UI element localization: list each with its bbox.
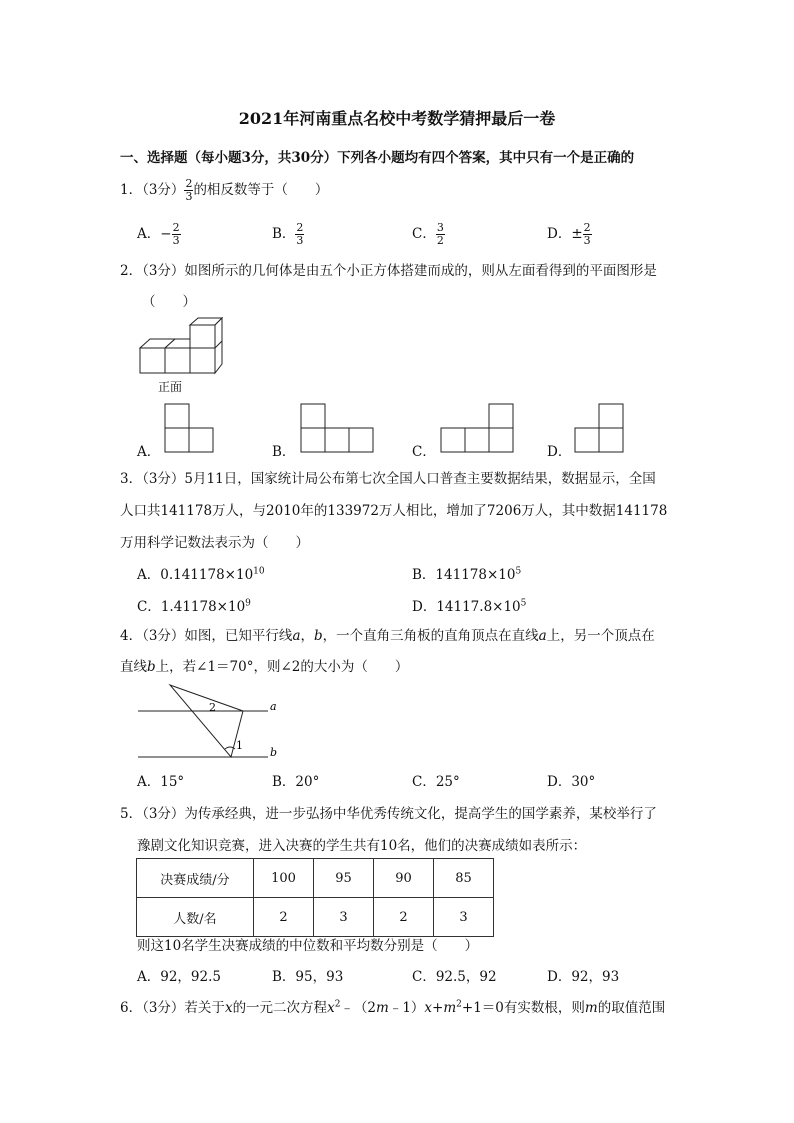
page-title: 2021年河南重点名校中考数学猜押最后一卷 xyxy=(238,109,556,128)
table-cell: 3 xyxy=(434,898,494,937)
q5-option-d: D．92，93 xyxy=(547,969,620,985)
q3-option-d: D．$14117.8\times 10^5$ xyxy=(412,598,527,615)
q2-figure-b xyxy=(301,404,375,452)
q2-option-a: A． xyxy=(137,444,161,460)
table-cell: 2 xyxy=(254,898,314,937)
q4-label-a: a xyxy=(270,700,277,713)
question-3-line1: 3．（3分）5月11日，国家统计局公布第七次全国人口普查主要数据结果，数据显示，全国 xyxy=(120,471,656,487)
question-4-line1: 4．（3分）如图，已知平行线a，b，一个直角三角板的直角顶点在直线a上，另一个顶点在 xyxy=(120,628,655,644)
table-cell: 决赛成绩/分 xyxy=(137,859,254,898)
q4-option-b: B．20° xyxy=(272,774,320,790)
question-2-line1: 2．（3分）如图所示的几何体是由五个小正方体搭建而成的，则从左面看得到的平面图形是 xyxy=(120,263,657,279)
q1-option-d: D．± $\frac{2}{3}$ xyxy=(547,221,591,247)
q2-option-c: C． xyxy=(412,444,436,460)
q1-prefix: 1．（3分） xyxy=(120,182,185,198)
table-cell: 85 xyxy=(434,859,494,898)
q4-parallel-lines-figure xyxy=(136,683,286,761)
section-heading: 一、选择题（每小题3分，共30分）下列各小题均有四个答案，其中只有一个是正确的 xyxy=(120,150,635,166)
q1-suffix: 的相反数等于（ ） xyxy=(193,182,329,198)
table-cell: 90 xyxy=(374,859,434,898)
q2-cube-figure xyxy=(138,318,228,376)
table-row xyxy=(137,898,494,937)
q1-option-c: C． $\frac{3}{2}$ xyxy=(412,221,444,247)
q5-score-table xyxy=(136,858,494,937)
table-cell: 95 xyxy=(314,859,374,898)
q4-option-d: D．30° xyxy=(547,774,596,790)
q2-figure-d xyxy=(575,404,625,452)
q4-label-angle2: 2 xyxy=(209,701,216,714)
q4-option-c: C．25° xyxy=(412,774,460,790)
table-row xyxy=(137,859,494,898)
question-5-line2: 豫剧文化知识竞赛，进入决赛的学生共有10名，他们的决赛成绩如表所示： xyxy=(137,838,587,854)
q2-option-b: B． xyxy=(272,444,296,460)
q4-label-angle1: 1 xyxy=(236,739,243,752)
q3-option-a: A．$0.141178\times 10^{10}$ xyxy=(137,566,265,583)
q3-option-c: C．$1.41178\times 10^9$ xyxy=(137,598,251,615)
table-cell: 100 xyxy=(254,859,314,898)
question-3-line2: 人口共141178万人，与2010年的133972万人相比，增加了7206万人，其中数据141178 xyxy=(120,503,668,519)
q4-label-b: b xyxy=(270,746,278,759)
q3-option-b: B．$141178\times 10^5$ xyxy=(412,566,522,583)
question-2-line2: （ ） xyxy=(142,294,196,310)
q5-option-b: B．95，93 xyxy=(272,969,344,985)
table-cell: 2 xyxy=(374,898,434,937)
q2-figure-c xyxy=(441,404,515,452)
question-6: 6．（3分）若关于x的一元二次方程$x^2﹣(2m﹣1)x+m^2+1=0$有实数根，则m的取值范围 xyxy=(120,999,666,1016)
question-5-line1: 5．（3分）为传承经典，进一步弘扬中华优秀传统文化，提高学生的国学素养，某校举行了 xyxy=(120,806,657,822)
question-5-line3: 则这10名学生决赛成绩的中位数和平均数分别是（ ） xyxy=(137,938,479,954)
question-3-line3: 万用科学记数法表示为（ ） xyxy=(120,535,309,551)
question-4-line2: 直线b上，若∠1＝70°，则∠2的大小为（ ） xyxy=(120,659,409,675)
q1-option-b: B． $\frac{2}{3}$ xyxy=(272,221,304,247)
q1-fraction: $\frac{2}{3}$ xyxy=(185,177,193,203)
q1-option-a: A．− $\frac{2}{3}$ xyxy=(137,221,180,247)
table-cell: 人数/名 xyxy=(137,898,254,937)
q2-front-label: 正面 xyxy=(158,380,183,394)
q4-option-a: A．15° xyxy=(137,774,185,790)
q2-option-d: D． xyxy=(547,444,572,460)
question-1 xyxy=(120,178,328,203)
q5-option-c: C．92.5，92 xyxy=(412,969,497,985)
q2-figure-a xyxy=(165,404,215,452)
q5-option-a: A．92，92.5 xyxy=(137,969,221,985)
table-cell: 3 xyxy=(314,898,374,937)
